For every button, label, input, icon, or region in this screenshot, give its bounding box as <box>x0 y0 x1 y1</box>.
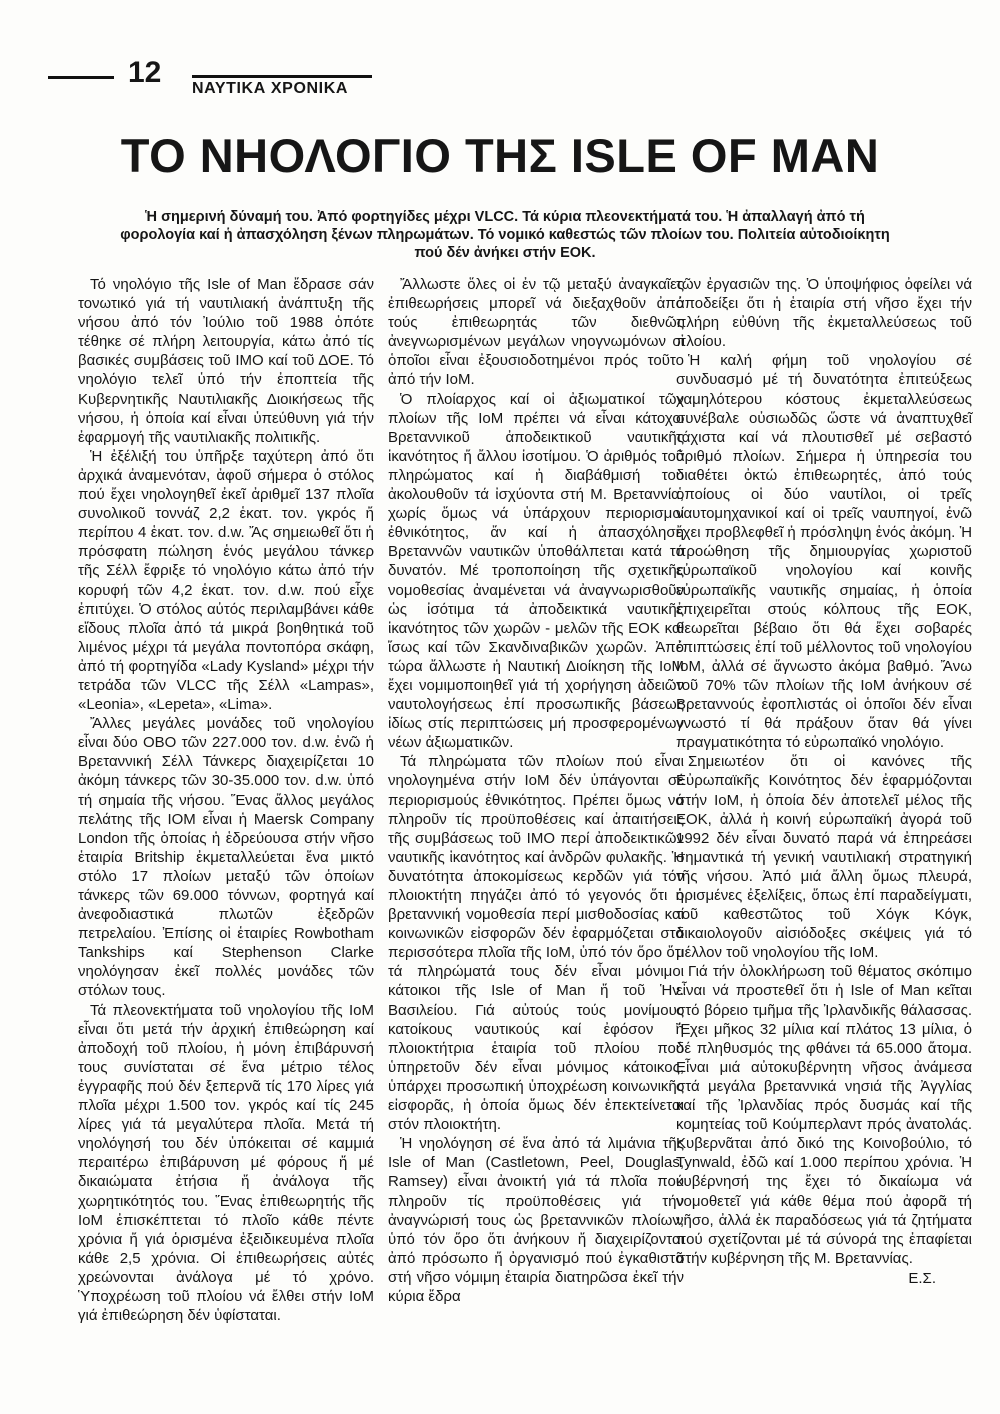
author-signature: Ε.Σ. <box>908 1270 936 1287</box>
paragraph: Γιά τήν ὁλοκλήρωση τοῦ θέματος σκόπιμο εἶναι νά προστεθεῖ ὅτι ἡ Isle of Man κεῖται στό βόρειο τμῆμα τῆς Ἰρλανδικῆς θάλασσας. Ἔχει μῆκος 32 μίλια καί πλάτος 13 μίλια, ὁ δέ πληθυσμός της φθάνει τά 65.000 ἄτομα. Εἶναι μιά αὐτοκυβέρνητη νῆσος ἀνάμεσα στά μεγάλα βρεταννικά νησιά τῆς Ἀγγλίας καί τῆς Ἰρλανδίας πρός δυσμάς καί τῆς κομητείας τοῦ Κούμπερλαντ πρός ἀνατολάς. Κυβερνᾶται ἀπό δικό της Κοινοβούλιο, τό Tynwald, ἐδῶ καί 1.000 περίπου χρόνια. Ἡ κυβέρνησή της ἔχει τό δικαίωμα νά νομοθετεῖ γιά κάθε θέμα πού ἀφορᾶ τή νῆσο, ἀλλά ἐκ παραδόσεως γιά τά ζητήματα πού σχετίζονται μέ τά σύνορά της ἐπαφίεται στήν κυβέρνηση τῆς Μ. Βρεταννίας. <box>676 963 972 1267</box>
article-subtitle: Ἡ σημερινή δύναμή του. Ἀπό φορτηγίδες μέχρι VLCC. Τά κύρια πλεονεκτήματά του. Ἡ ἀπαλλαγή ἀπό τή φορολογία καί ἡ ἀπασχόληση ξένων πληρωμάτων. Τό νομικό καθεστώς τῶν πλοίων του. Πολιτεία αὐτοδιοίκητη πού δέν ἀνήκει στήν ΕΟΚ. <box>120 209 890 261</box>
paragraph: Ὁ πλοίαρχος καί οἱ ἀξιωματικοί τῶν πλοίων τῆς ΙοΜ πρέπει νά εἶναι κάτοχοι Βρεταννικοῦ ἀποδεικτικοῦ ναυτικῆς ἱκανότητος ἤ ἄλλου ἰσοτίμου. Ὁ ἀριθμός τοῦ πληρώματος καί ἡ διαβάθμισή του ἀκολουθοῦν τά ἰσχύοντα στή Μ. Βρεταννία, χωρίς ὅμως νά ὑπάρχουν περιορισμοί ἐθνικότητος, ἄν καί ἡ ἀπασχόληση Βρεταννῶν ναυτικῶν ὑποθάλπεται κατά τό δυνατόν. Μέ τροποποίηση τῆς σχετικῆς νομοθεσίας ἀναμένεται νά ἀναγνωρισθοῦν ὡς ἰσότιμα τά ἀποδεικτικά ναυτικῆς ἱκανότητος τῶν χωρῶν - μελῶν τῆς ΕΟΚ καί ἴσως καί τῶν Σκανδιναβικῶν χωρῶν. Ἀπό τώρα ἄλλωστε ἡ Ναυτική Διοίκηση τῆς ΙοΜ ἔχει νομιμοποιηθεῖ γιά τή χορήγηση ἀδειῶν ναυτολογήσεως ἐπί προσωπικῆς βάσεως ἰδίως στίς περιπτώσεις μή προσφερομένων νέων ἀξιωματικῶν. <box>388 390 684 752</box>
paragraph: Ἄλλες μεγάλες μονάδες τοῦ νηολογίου εἶναι δύο ΟΒΟ τῶν 227.000 τον. d.w. ἐνῶ ἡ Βρεταννική Σέλλ Τάνκερς διαχειρίζεται 10 ἀκόμη τάνκερς τῶν 30-35.000 τον. d.w. ὑπό τή σημαία τῆς νήσου. Ἕνας ἄλλος μεγάλος πελάτης τῆς ΙΟΜ εἶναι ἡ Maersk Company London τῆς ὁποίας ἡ ἑδρεύουσα στήν νῆσο ἑταιρία Britship ἐκμεταλλεύεται ἕνα μικτό στόλο 17 πλοίων μεταξύ τῶν ὁποίων τάνκερς τῶν 69.000 τόννων, φορτηγά καί ἀνεφοδιαστικά πλωτῶν ἐξεδρῶν πετρελαίου. Ἐπίσης οἱ ἑταιρίες Rowbotham Tankships καί Stephenson Clarke νηολόγησαν ἐκεῖ πολλές μονάδες τῶν στόλων τους. <box>78 715 374 1000</box>
paragraph: Ἡ ἐξέλιξή του ὑπῆρξε ταχύτερη ἀπό ὅτι ἀρχικά ἀναμενόταν, ἀφοῦ σήμερα ὁ στόλος πού ἔχει νηολογηθεῖ ἐκεῖ ἀριθμεῖ 137 πλοῖα συνολικοῦ τοννάζ 2,2 ἑκατ. τον. γκρός ἤ περίπου 4 ἑκατ. τον. d.w. Ἄς σημειωθεῖ ὅτι ἡ πρόσφατη πώληση ἑνός μεγάλου τάνκερ τῆς Σέλλ ἔφριξε τό νηολόγιο κάτω ἀπό τήν κορυφή τῶν 4,2 ἑκατ. τον. d.w. πού εἶχε ἐπιτύχει. Ὁ στόλος αὐτός περιλαμβάνει κάθε εἴδους πλοῖα ἀπό τά μικρά βοηθητικά τοῦ λιμένος μέχρι τά μεγάλα ποντοπόρα σκάφη, ἀπό τή φορτηγίδα «Lady Kysland» μέχρι τήν τετράδα τῶν VLCC τῆς Σέλλ «Lampas», «Leonia», «Lepeta», «Lima». <box>78 447 374 714</box>
paragraph: Τά πλεονεκτήματα τοῦ νηολογίου τῆς ΙοΜ εἶναι ὅτι μετά τήν ἀρχική ἐπιθεώρηση καί ἀποδοχή τοῦ πλοίου, ἡ μόνη ἐπιβάρυνσή τους συνίσταται σέ ἕνα μέτριο τέλος ἐγγραφῆς πού δέν ξεπερνᾶ τίς 170 λίρες γιά πλοῖα μέχρι 1.500 τον. γκρός καί τίς 245 λίρες γιά τά μεγαλύτερα πλοῖα. Μετά τή νηολόγησή του δέν ὑπόκειται σέ καμμιά περαιτέρω ἐπιβάρυνση μέ φόρους ἤ μέ δικαιώματα ἐτήσια ἤ ἀνάλογα τῆς χωρητικότητός του. Ἕνας ἐπιθεωρητής τῆς ΙοΜ ἐπισκέπτεται τό πλοῖο κάθε πέντε χρόνια ἤ γιά ὁρισμένα ἐξειδικευμένα πλοῖα κάθε 2,5 χρόνια. Οἱ ἐπιθεωρήσεις αὐτές χρεώνονται ἀνάλογα μέ τό χρόνο. Ὑποχρέωση τοῦ πλοίου νά ἔλθει στήν ΙοΜ γιά ἐπιθεώρηση δέν ὑφίσταται. <box>78 1001 374 1325</box>
magazine-title: ΝΑΥΤΙΚΑ ΧΡΟΝΙΚΑ <box>192 80 348 97</box>
header-title-rule <box>192 75 372 78</box>
article-title: ΤΟ ΝΗΟΛΟΓΙΟ ΤΗΣ ISLE OF MAN <box>120 129 880 182</box>
paragraph: τῶν ἐργασιῶν της. Ὁ ὑποψήφιος ὀφείλει νά ἀποδείξει ὅτι ἡ ἑταιρία στή νῆσο ἔχει τήν πλήρη εὐθύνη τῆς ἐκμεταλλεύσεως τοῦ πλοίου. <box>676 276 972 351</box>
page-number: 12 <box>128 56 162 89</box>
article-column-3 <box>676 275 972 1268</box>
paragraph: Ἡ καλή φήμη τοῦ νηολογίου σέ συνδυασμό μέ τή δυνατότητα ἐπιτεύξεως χαμηλότερου κόστους ἐκμεταλλεύσεως συνέβαλε οὐσιωδῶς ὥστε νά ἀναπτυχθεῖ τάχιστα καί νά πλουτισθεῖ μέ σεβαστό ἀριθμό πλοίων. Σήμερα ἡ ὑπηρεσία του διαθέτει ὀκτώ ἐπιθεωρητές, ἀπό τούς ὁποίους οἱ δύο ναυτίλοι, οἱ τρεῖς ναυτομηχανικοί καί οἱ τρεῖς ναυπηγοί, ἐνῶ ἔχει προβλεφθεῖ ἡ πρόσληψη ἑνός ἀκόμη. Ἡ προώθηση τῆς δημιουργίας χωριστοῦ εὐρωπαϊκοῦ νηολογίου καί κοινῆς εὐρωπαϊκῆς ναυτικῆς σημαίας, ἡ ὁποία ἐπιχειρεῖται στούς κόλπους τῆς ΕΟΚ, θεωρεῖται βέβαιο ὅτι θά ἔχει σοβαρές ἐπιπτώσεις ἐπί τοῦ μέλλοντος τοῦ νηολογίου ΙοΜ, ἀλλά σέ ἄγνωστο ἀκόμα βαθμό. Ἄνω τοῦ 70% τῶν πλοίων τῆς ΙοΜ ἀνήκουν σέ Βρεταννούς ἐφοπλιστάς οἱ ὁποῖοι δέν εἶναι γνωστό τί θά πράξουν ὅταν θά γίνει πραγματικότητα τό εὐρωπαϊκό νηολόγιο. <box>676 352 972 752</box>
header-rule <box>48 76 114 79</box>
paragraph: Σημειωτέον ὅτι οἱ κανόνες τῆς Εὐρωπαϊκῆς Κοινότητος δέν ἐφαρμόζονται στήν ΙοΜ, ἡ ὁποία δέν ἀποτελεῖ μέλος τῆς ΕΟΚ, ἀλλά ἡ κοινή εὐρωπαϊκή ἀγορά τοῦ 1992 δέν εἶναι δυνατό παρά νά ἐπηρεάσει σημαντικά τή γενική ναυτιλιακή στρατηγική τῆς νήσου. Ἀπό μιά ἄλλη ὅμως πλευρά, ὁρισμένες ἐξελίξεις, ὅπως ἐπί παραδείγματι, τοῦ καθεστῶτος τοῦ Χόγκ Κόγκ, δικαιολογοῦν αἰσιόδοξες σκέψεις γιά τό μέλλον τοῦ νηολογίου τῆς ΙοΜ. <box>676 753 972 962</box>
paragraph: Ἄλλωστε ὅλες οἱ ἐν τῷ μεταξύ ἀναγκαῖες ἐπιθεωρήσεις μπορεῖ νά διεξαχθοῦν ἀπό τούς ἐπιθεωρητάς τῶν διεθνῶς ἀνεγνωρισμένων μεγάλων νηογνωμόνων οἱ ὁποῖοι εἶναι ἐξουσιοδοτημένοι πρός τοῦτο ἀπό τήν ΙοΜ. <box>388 276 684 389</box>
paragraph: Τά πληρώματα τῶν πλοίων πού εἶναι νηολογημένα στήν ΙοΜ δέν ὑπάγονται σέ περιορισμούς ἐθνικότητος. Πρέπει ὅμως νά πληροῦν τίς προϋποθέσεις καί ἀπαιτήσεις τῆς συμβάσεως τοῦ ΙΜΟ περί ἀποδεικτικῶν ναυτικῆς ἱκανότητος καί ἀνδρῶν φυλακῆς. Ἡ δυνατότητα ἀποκομίσεως κερδῶν γιά τόν πλοιοκτήτη πηγάζει ἀπό τό γεγονός ὅτι ἡ βρεταννική νομοθεσία περί μισθοδοσίας καί κοινωνικῶν εἰσφορῶν δέν ἐφαρμόζεται στά περισσότερα πλοῖα τῆς ΙοΜ, ὑπό τόν ὅρο ὅτι τά πληρώματά τους δέν εἶναι μόνιμοι κάτοικοι τῆς Isle of Man ἤ τοῦ Ἡν. Βασιλείου. Γιά αὐτούς τούς μονίμους κατοίκους ναυτικούς καί ἐφόσον ἡ πλοιοκτήτρια ἑταιρία τοῦ πλοίου πού ὑπηρετοῦν δέν εἶναι μόνιμος κάτοικος, ὑπάρχει προσωπική ὑποχρέωση κοινωνικῆς εἰσφορᾶς, ἡ ὁποία ὅμως δέν ἐπεκτείνεται στόν πλοιοκτήτη. <box>388 753 684 1134</box>
paragraph: Τό νηολόγιο τῆς Isle of Man ἔδρασε σάν τονωτικό γιά τή ναυτιλιακή ἀνάπτυξη τῆς νήσου ἀπό τόν Ἰούλιο τοῦ 1988 ὁπότε τέθηκε σέ πλήρη λειτουργία, κάτω ἀπό τίς βασικές συμβάσεις τοῦ ΙΜΟ καί τοῦ ΔΟΕ. Τό νηολόγιο τελεῖ ὑπό τήν ἐποπτεία τῆς Κυβερνητικῆς Ναυτιλιακῆς Διοικήσεως τῆς νήσου, ἡ ὁποία καί εἶναι ὑπεύθυνη γιά τήν ἐφαρμογή τῆς ναυτιλιακῆς πολιτικῆς. <box>78 276 374 446</box>
page-header <box>48 56 378 102</box>
article-column-1 <box>78 275 374 1325</box>
article-column-2 <box>388 275 684 1306</box>
paragraph: Ἡ νηολόγηση σέ ἕνα ἀπό τά λιμάνια τῆς Isle of Man (Castletown, Peel, Douglas, Ramsey) εἶναι ἀνοικτή γιά τά πλοῖα πού πληροῦν τίς προϋποθέσεις γιά τήν ἀναγνώρισή τους ὡς βρεταννικῶν πλοίων, ὑπό τόν ὅρο ὅτι ἀνήκουν ἤ διαχειρίζονται ἀπό πρόσωπο ἤ ὀργανισμό πού ἐγκαθιστᾶ στή νῆσο νόμιμη ἑταιρία διατηρῶσα ἐκεῖ τήν κύρια ἔδρα <box>388 1135 684 1305</box>
